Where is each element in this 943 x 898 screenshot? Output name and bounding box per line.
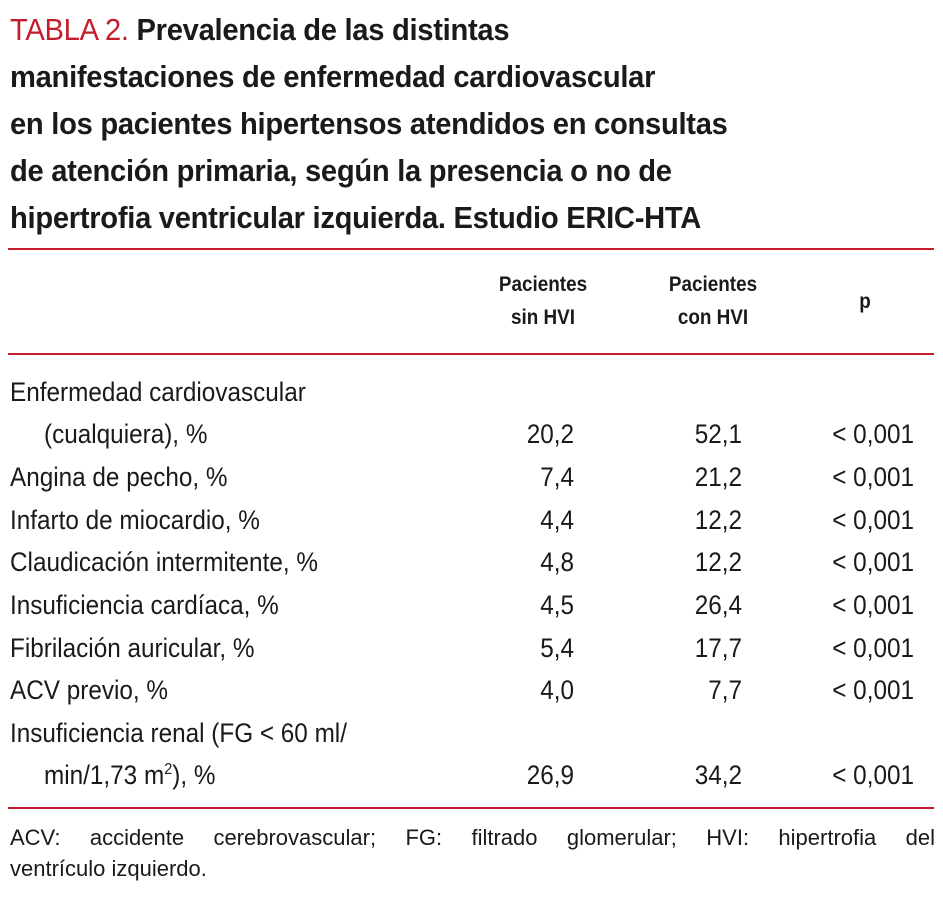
rule-bottom — [8, 807, 934, 809]
header-sin-hvi: Pacientes sin HVI — [498, 273, 588, 329]
title-line-5: hipertrofia ventricular izquierda. Estudio ERIC-HTA — [10, 200, 702, 235]
row-label: Enfermedad cardiovascular — [10, 377, 306, 407]
header-p: p — [859, 290, 871, 313]
cell-sin-hvi: 4,8 — [540, 547, 574, 577]
footnote-line-2: ventrículo izquierdo. — [10, 856, 207, 881]
row-label: Angina de pecho, % — [10, 462, 228, 492]
cell-sin-hvi: 4,0 — [540, 675, 574, 705]
cell-con-hvi: 26,4 — [694, 590, 742, 620]
table-title — [10, 6, 880, 241]
cell-sin-hvi: 7,4 — [540, 462, 574, 492]
cell-p: < 0,001 — [832, 462, 914, 492]
cell-con-hvi: 12,2 — [694, 505, 742, 535]
title-line-3: en los pacientes hipertensos atendidos en consultas — [10, 106, 728, 141]
cell-sin-hvi: 4,5 — [540, 590, 574, 620]
cell-p: < 0,001 — [832, 590, 914, 620]
row-label-cont: (cualquiera), % — [44, 419, 208, 449]
row-label: Fibrilación auricular, % — [10, 633, 255, 663]
row-label-cont: min/1,73 $m^2$), % — [44, 760, 216, 790]
cell-sin-hvi: 20,2 — [526, 419, 574, 449]
superscript: 2 — [164, 761, 173, 778]
row-label: Insuficiencia cardíaca, % — [10, 590, 279, 620]
cell-p: < 0,001 — [832, 760, 914, 790]
cell-p: < 0,001 — [832, 675, 914, 705]
cell-sin-hvi: 5,4 — [540, 633, 574, 663]
title-line-1: TABLA 2. Prevalencia de las distintas — [10, 12, 510, 47]
title-line-4: de atención primaria, según la presencia o no de — [10, 153, 672, 188]
cell-con-hvi: 12,2 — [694, 547, 742, 577]
row-label: Insuficiencia renal (FG < 60 ml/ — [10, 718, 347, 748]
rule-header — [8, 353, 934, 355]
row-label: ACV previo, % — [10, 675, 169, 705]
cell-con-hvi: 21,2 — [694, 462, 742, 492]
row-label: Infarto de miocardio, % — [10, 505, 260, 535]
footnote — [10, 822, 935, 884]
cell-p: < 0,001 — [832, 419, 914, 449]
row-label: Claudicación intermitente, % — [10, 547, 318, 577]
cell-sin-hvi: 4,4 — [540, 505, 574, 535]
cell-con-hvi: 52,1 — [694, 419, 742, 449]
cell-sin-hvi: 26,9 — [526, 760, 574, 790]
cell-p: < 0,001 — [832, 505, 914, 535]
header-con-hvi: Pacientes con HVI — [668, 273, 758, 329]
title-line-2: manifestaciones de enfermedad cardiovascular — [10, 59, 656, 94]
cell-p: < 0,001 — [832, 547, 914, 577]
cell-con-hvi: 17,7 — [694, 633, 742, 663]
table-label: TABLA 2. — [10, 12, 129, 47]
cell-p: < 0,001 — [832, 633, 914, 663]
rule-top — [8, 248, 934, 250]
footnote-line-1: ACV: accidente cerebrovascular; FG: filtrado glomerular; HVI: hipertrofia del — [10, 825, 935, 850]
cell-con-hvi: 34,2 — [694, 760, 742, 790]
cell-con-hvi: 7,7 — [708, 675, 742, 705]
